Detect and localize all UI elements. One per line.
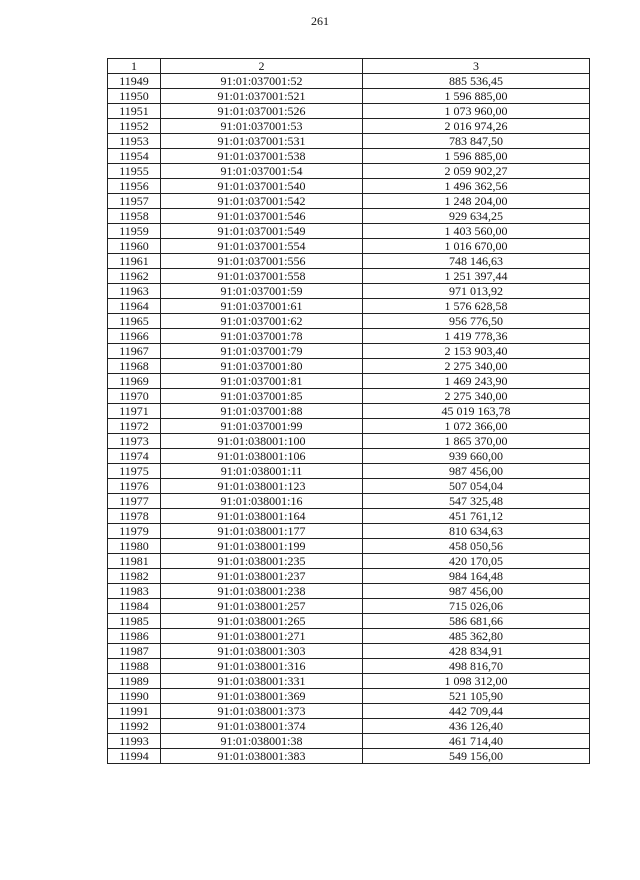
table-row	[108, 389, 590, 404]
cadastral-number-cell: 91:01:037001:558	[161, 269, 363, 284]
row-number-cell: 11972	[108, 419, 161, 434]
cadastral-number-cell: 91:01:037001:556	[161, 254, 363, 269]
value-cell: 436 126,40	[363, 719, 590, 734]
cadastral-number-cell: 91:01:037001:53	[161, 119, 363, 134]
cadastral-number-cell: 91:01:037001:546	[161, 209, 363, 224]
cadastral-number-cell: 91:01:038001:271	[161, 629, 363, 644]
value-cell: 2 059 902,27	[363, 164, 590, 179]
cadastral-number-cell: 91:01:038001:123	[161, 479, 363, 494]
row-number-cell: 11950	[108, 89, 161, 104]
table-row	[108, 344, 590, 359]
table-row	[108, 104, 590, 119]
table-body	[108, 74, 590, 764]
cadastral-number-cell: 91:01:038001:374	[161, 719, 363, 734]
cadastral-number-cell: 91:01:037001:54	[161, 164, 363, 179]
value-cell: 549 156,00	[363, 749, 590, 764]
value-cell: 1 496 362,56	[363, 179, 590, 194]
table-row	[108, 164, 590, 179]
cadastral-number-cell: 91:01:038001:199	[161, 539, 363, 554]
row-number-cell: 11959	[108, 224, 161, 239]
row-number-cell: 11953	[108, 134, 161, 149]
row-number-cell: 11987	[108, 644, 161, 659]
cadastral-number-cell: 91:01:038001:303	[161, 644, 363, 659]
column-header-2: 2	[161, 59, 363, 74]
value-cell: 1 596 885,00	[363, 149, 590, 164]
value-cell: 1 576 628,58	[363, 299, 590, 314]
value-cell: 428 834,91	[363, 644, 590, 659]
row-number-cell: 11961	[108, 254, 161, 269]
row-number-cell: 11975	[108, 464, 161, 479]
row-number-cell: 11971	[108, 404, 161, 419]
row-number-cell: 11958	[108, 209, 161, 224]
cadastral-number-cell: 91:01:037001:61	[161, 299, 363, 314]
cadastral-number-cell: 91:01:038001:316	[161, 659, 363, 674]
cadastral-number-cell: 91:01:038001:100	[161, 434, 363, 449]
table-row	[108, 284, 590, 299]
cadastral-number-cell: 91:01:037001:540	[161, 179, 363, 194]
row-number-cell: 11993	[108, 734, 161, 749]
row-number-cell: 11968	[108, 359, 161, 374]
value-cell: 420 170,05	[363, 554, 590, 569]
row-number-cell: 11974	[108, 449, 161, 464]
table-row	[108, 239, 590, 254]
row-number-cell: 11983	[108, 584, 161, 599]
table-row	[108, 224, 590, 239]
row-number-cell: 11977	[108, 494, 161, 509]
cadastral-number-cell: 91:01:038001:238	[161, 584, 363, 599]
table-row	[108, 554, 590, 569]
table-row	[108, 599, 590, 614]
value-cell: 451 761,12	[363, 509, 590, 524]
value-cell: 521 105,90	[363, 689, 590, 704]
page-number: 261	[311, 14, 329, 28]
value-cell: 956 776,50	[363, 314, 590, 329]
value-cell: 929 634,25	[363, 209, 590, 224]
column-header-3: 3	[363, 59, 590, 74]
row-number-cell: 11960	[108, 239, 161, 254]
cadastral-number-cell: 91:01:037001:521	[161, 89, 363, 104]
table-row	[108, 734, 590, 749]
row-number-cell: 11994	[108, 749, 161, 764]
value-cell: 2 275 340,00	[363, 359, 590, 374]
value-cell: 810 634,63	[363, 524, 590, 539]
table-row	[108, 584, 590, 599]
value-cell: 1 073 960,00	[363, 104, 590, 119]
row-number-cell: 11979	[108, 524, 161, 539]
cadastral-number-cell: 91:01:037001:85	[161, 389, 363, 404]
value-cell: 1 419 778,36	[363, 329, 590, 344]
row-number-cell: 11966	[108, 329, 161, 344]
table-row	[108, 689, 590, 704]
table-row	[108, 119, 590, 134]
table-row	[108, 74, 590, 89]
value-cell: 2 275 340,00	[363, 389, 590, 404]
value-cell: 1 016 670,00	[363, 239, 590, 254]
row-number-cell: 11952	[108, 119, 161, 134]
row-number-cell: 11964	[108, 299, 161, 314]
value-cell: 485 362,80	[363, 629, 590, 644]
table-row	[108, 179, 590, 194]
row-number-cell: 11949	[108, 74, 161, 89]
cadastral-number-cell: 91:01:037001:79	[161, 344, 363, 359]
value-cell: 442 709,44	[363, 704, 590, 719]
row-number-cell: 11982	[108, 569, 161, 584]
table-row	[108, 659, 590, 674]
table-row	[108, 539, 590, 554]
table-row	[108, 449, 590, 464]
table-row	[108, 299, 590, 314]
cadastral-number-cell: 91:01:037001:99	[161, 419, 363, 434]
value-cell: 1 098 312,00	[363, 674, 590, 689]
row-number-cell: 11954	[108, 149, 161, 164]
row-number-cell: 11986	[108, 629, 161, 644]
value-cell: 783 847,50	[363, 134, 590, 149]
table-row	[108, 134, 590, 149]
table-row	[108, 674, 590, 689]
row-number-cell: 11980	[108, 539, 161, 554]
value-cell: 885 536,45	[363, 74, 590, 89]
value-cell: 987 456,00	[363, 584, 590, 599]
value-cell: 45 019 163,78	[363, 404, 590, 419]
value-cell: 987 456,00	[363, 464, 590, 479]
cadastral-number-cell: 91:01:038001:177	[161, 524, 363, 539]
row-number-cell: 11962	[108, 269, 161, 284]
cadastral-number-cell: 91:01:037001:526	[161, 104, 363, 119]
table-row	[108, 89, 590, 104]
cadastral-number-cell: 91:01:038001:265	[161, 614, 363, 629]
table-row	[108, 524, 590, 539]
cadastral-number-cell: 91:01:037001:554	[161, 239, 363, 254]
row-number-cell: 11991	[108, 704, 161, 719]
value-cell: 1 596 885,00	[363, 89, 590, 104]
table-row	[108, 419, 590, 434]
cadastral-number-cell: 91:01:037001:81	[161, 374, 363, 389]
cadastral-number-cell: 91:01:038001:383	[161, 749, 363, 764]
table-row	[108, 314, 590, 329]
cadastral-number-cell: 91:01:038001:235	[161, 554, 363, 569]
cadastral-value-table	[107, 58, 590, 764]
cadastral-number-cell: 91:01:038001:164	[161, 509, 363, 524]
value-cell: 1 865 370,00	[363, 434, 590, 449]
row-number-cell: 11956	[108, 179, 161, 194]
cadastral-number-cell: 91:01:037001:59	[161, 284, 363, 299]
row-number-cell: 11978	[108, 509, 161, 524]
row-number-cell: 11957	[108, 194, 161, 209]
row-number-cell: 11963	[108, 284, 161, 299]
table-row	[108, 464, 590, 479]
row-number-cell: 11989	[108, 674, 161, 689]
table-row	[108, 509, 590, 524]
value-cell: 1 403 560,00	[363, 224, 590, 239]
row-number-cell: 11984	[108, 599, 161, 614]
cadastral-number-cell: 91:01:038001:106	[161, 449, 363, 464]
cadastral-number-cell: 91:01:037001:88	[161, 404, 363, 419]
row-number-cell: 11955	[108, 164, 161, 179]
table-row	[108, 404, 590, 419]
table-row	[108, 209, 590, 224]
cadastral-number-cell: 91:01:038001:16	[161, 494, 363, 509]
table-row	[108, 749, 590, 764]
cadastral-number-cell: 91:01:037001:549	[161, 224, 363, 239]
table-row	[108, 269, 590, 284]
cadastral-number-cell: 91:01:038001:11	[161, 464, 363, 479]
value-cell: 2 016 974,26	[363, 119, 590, 134]
row-number-cell: 11973	[108, 434, 161, 449]
value-cell: 2 153 903,40	[363, 344, 590, 359]
cadastral-number-cell: 91:01:038001:237	[161, 569, 363, 584]
row-number-cell: 11988	[108, 659, 161, 674]
value-cell: 1 469 243,90	[363, 374, 590, 389]
value-cell: 715 026,06	[363, 599, 590, 614]
cadastral-number-cell: 91:01:037001:542	[161, 194, 363, 209]
table-row	[108, 704, 590, 719]
table-row	[108, 629, 590, 644]
table-row	[108, 479, 590, 494]
value-cell: 458 050,56	[363, 539, 590, 554]
value-cell: 547 325,48	[363, 494, 590, 509]
table-row	[108, 254, 590, 269]
cadastral-number-cell: 91:01:037001:80	[161, 359, 363, 374]
value-cell: 748 146,63	[363, 254, 590, 269]
cadastral-number-cell: 91:01:038001:257	[161, 599, 363, 614]
table-row	[108, 329, 590, 344]
cadastral-number-cell: 91:01:038001:369	[161, 689, 363, 704]
value-cell: 461 714,40	[363, 734, 590, 749]
value-cell: 1 072 366,00	[363, 419, 590, 434]
cadastral-number-cell: 91:01:037001:531	[161, 134, 363, 149]
row-number-cell: 11981	[108, 554, 161, 569]
row-number-cell: 11976	[108, 479, 161, 494]
row-number-cell: 11965	[108, 314, 161, 329]
value-cell: 586 681,66	[363, 614, 590, 629]
table-row	[108, 359, 590, 374]
cadastral-number-cell: 91:01:038001:331	[161, 674, 363, 689]
table-row	[108, 719, 590, 734]
table-row	[108, 434, 590, 449]
table-row	[108, 614, 590, 629]
cadastral-number-cell: 91:01:037001:52	[161, 74, 363, 89]
row-number-cell: 11992	[108, 719, 161, 734]
table-row	[108, 494, 590, 509]
column-header-1: 1	[108, 59, 161, 74]
value-cell: 498 816,70	[363, 659, 590, 674]
cadastral-number-cell: 91:01:038001:38	[161, 734, 363, 749]
value-cell: 1 251 397,44	[363, 269, 590, 284]
row-number-cell: 11990	[108, 689, 161, 704]
value-cell: 971 013,92	[363, 284, 590, 299]
value-cell: 1 248 204,00	[363, 194, 590, 209]
row-number-cell: 11969	[108, 374, 161, 389]
table-row	[108, 194, 590, 209]
table-row	[108, 149, 590, 164]
table-row	[108, 374, 590, 389]
cadastral-number-cell: 91:01:037001:538	[161, 149, 363, 164]
table-row	[108, 569, 590, 584]
row-number-cell: 11967	[108, 344, 161, 359]
table-row	[108, 644, 590, 659]
cadastral-number-cell: 91:01:037001:78	[161, 329, 363, 344]
cadastral-number-cell: 91:01:038001:373	[161, 704, 363, 719]
value-cell: 507 054,04	[363, 479, 590, 494]
row-number-cell: 11951	[108, 104, 161, 119]
value-cell: 939 660,00	[363, 449, 590, 464]
table-header-row	[108, 59, 590, 74]
cadastral-number-cell: 91:01:037001:62	[161, 314, 363, 329]
value-cell: 984 164,48	[363, 569, 590, 584]
row-number-cell: 11970	[108, 389, 161, 404]
row-number-cell: 11985	[108, 614, 161, 629]
